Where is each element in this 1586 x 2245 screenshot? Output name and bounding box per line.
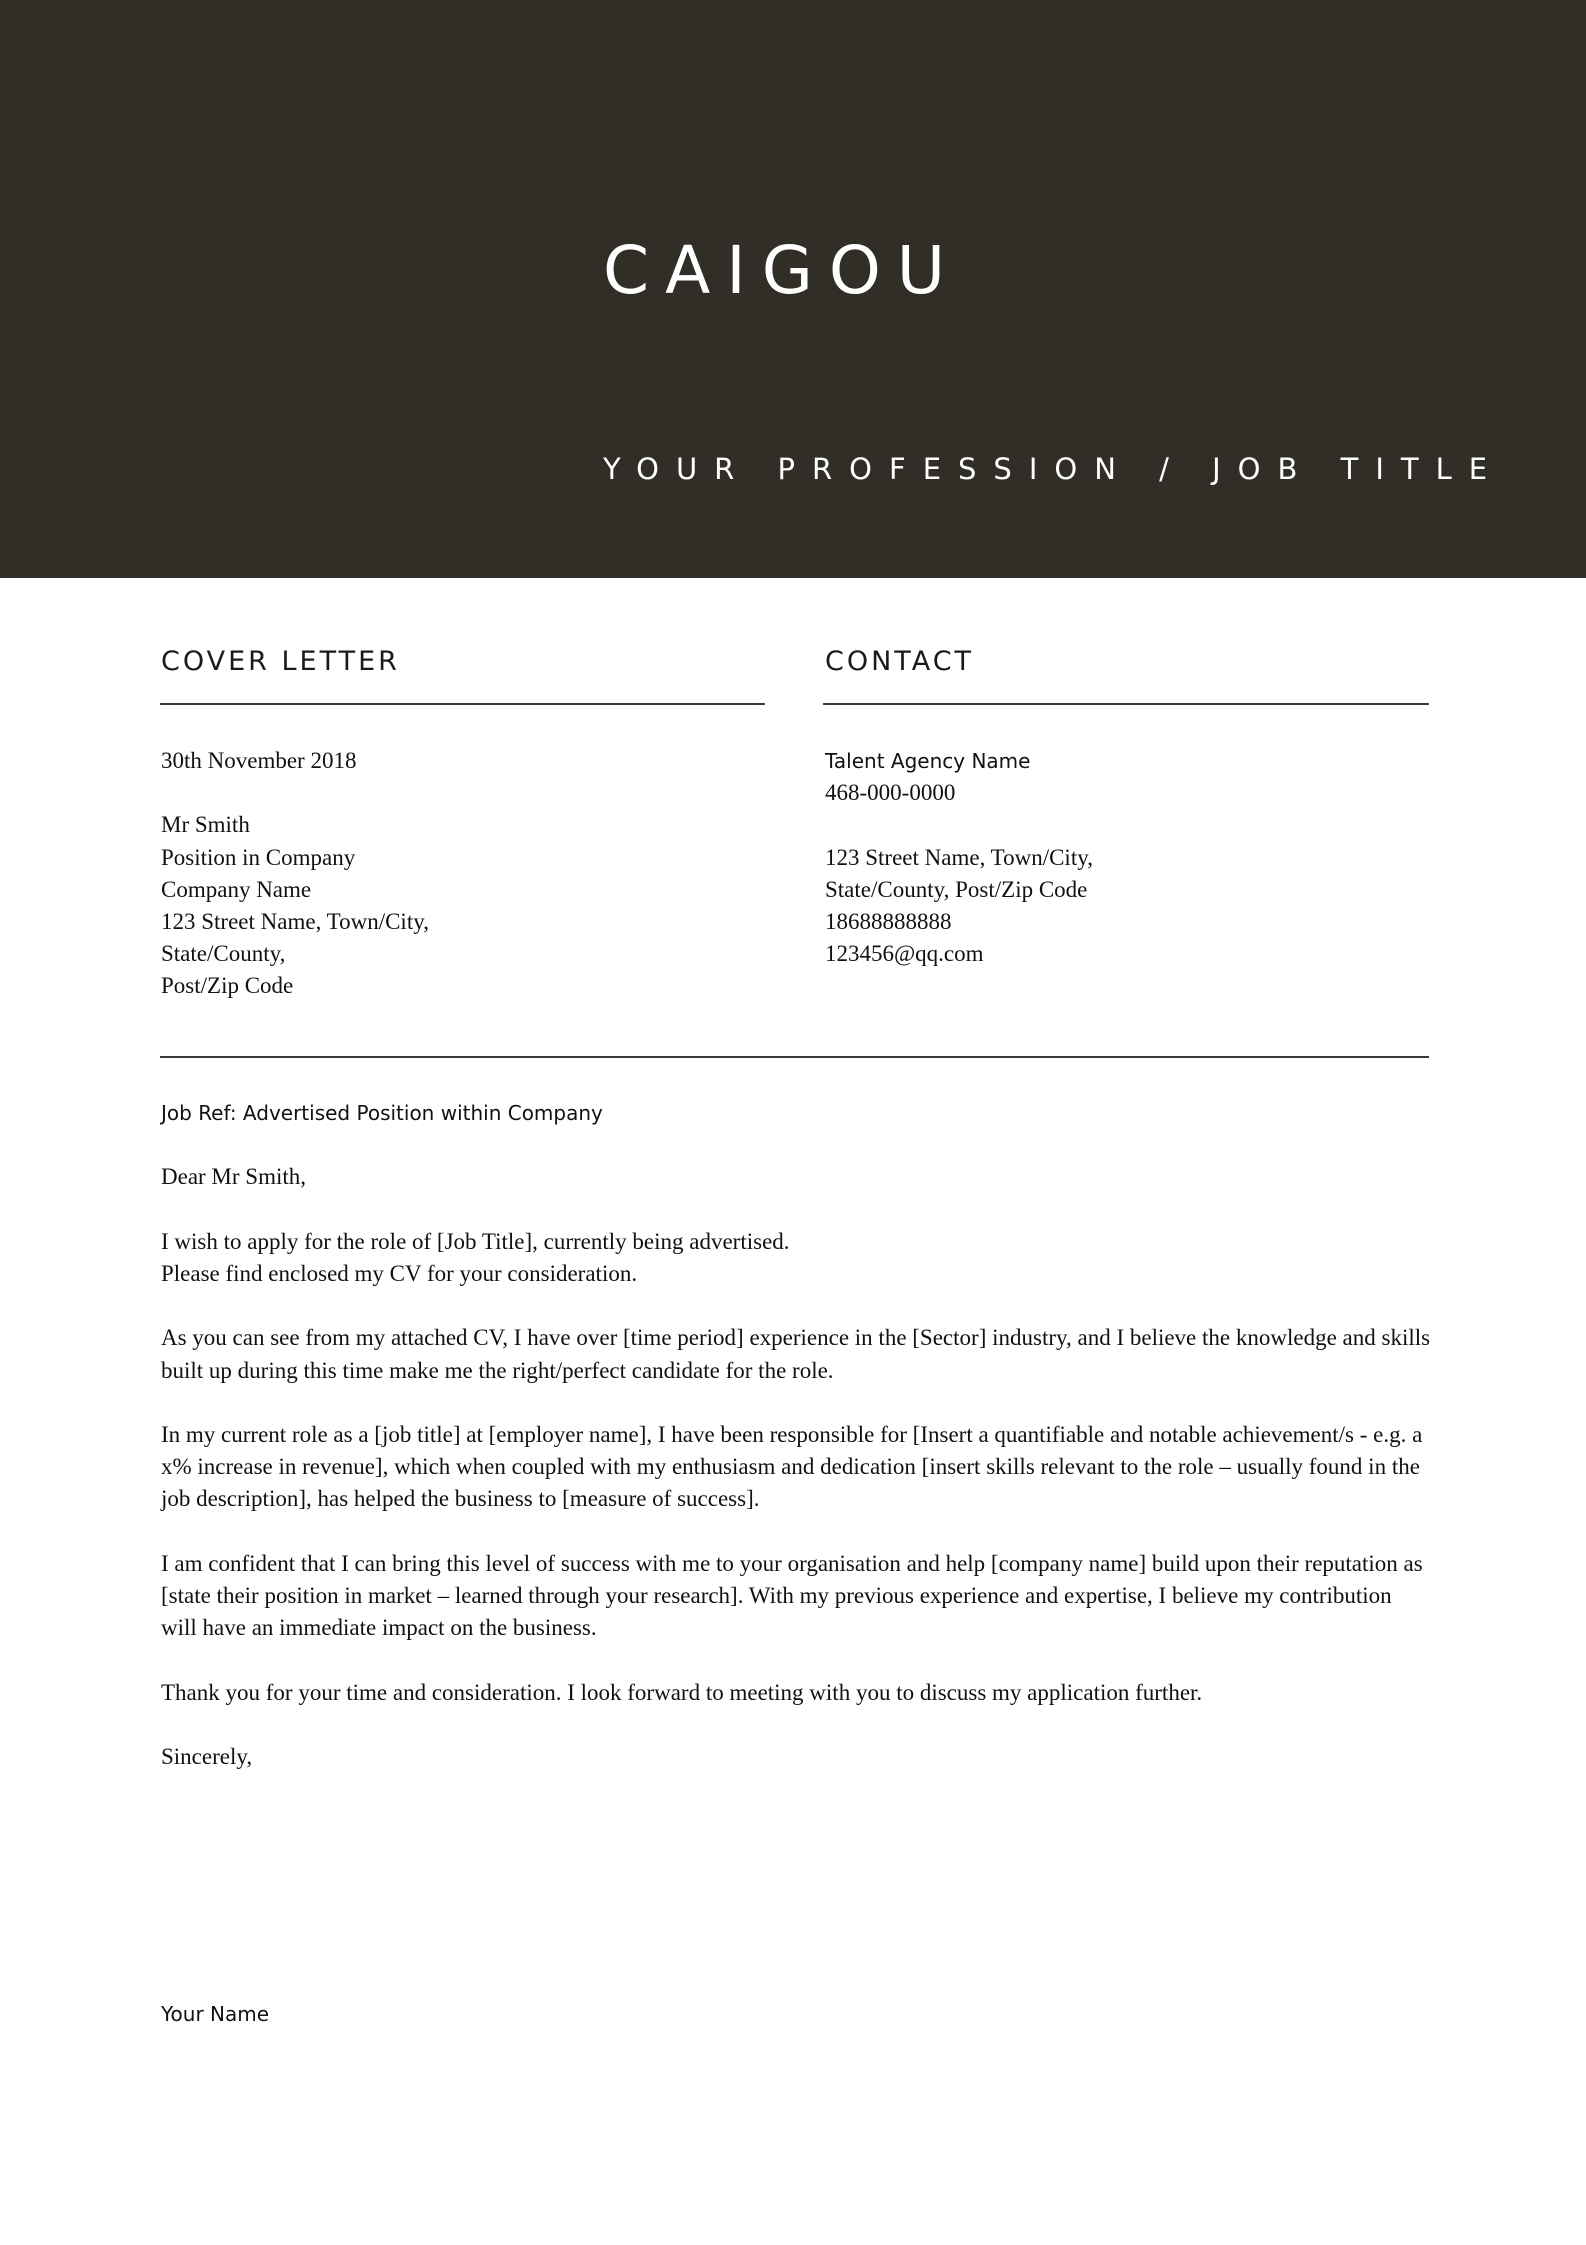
recipient-street: 123 Street Name, Town/City, [161,909,429,934]
recipient-position: Position in Company [161,844,356,870]
letter-body [161,1097,1431,1805]
recipient-block [161,745,429,1003]
header-band [0,0,1586,578]
recipient-name: Mr Smith [161,812,250,838]
cover-letter-heading: COVER LETTER [161,646,400,677]
letter-divider [160,1056,1429,1058]
recipient-postcode: Post/Zip Code [161,973,294,999]
paragraph-experience: As you can see from my attached CV, I have over [time period] experience in the [Sector] industry, and I believe the knowledge and skills built up during this time make me the right/perfect candidate for the role. [161,1325,1431,1383]
paragraph-intro-line2: Please find enclosed my CV for your consideration. [161,1260,638,1286]
spacer [161,777,429,809]
paragraph-intro [161,1226,1431,1290]
contact-heading: CONTACT [825,646,975,677]
profession-title: YOUR PROFESSION / JOB TITLE [603,452,1505,486]
paragraph-thanks: Thank you for your time and consideration. I look forward to meeting with you to discuss my application further. [161,1679,1203,1705]
paragraph-current-role: In my current role as a [job title] at [employer name], I have been responsible for [Insert a quantifiable and notable achievement/s - e.g. a x% increase in revenue], which when coupled with my enthusiasm and dedication [insert skills relevant to the role – usually found in the job description], has helped the business to [measure of success]. [161,1421,1423,1512]
recipient-company: Company Name [161,876,312,902]
letter-date: 30th November 2018 [161,748,357,773]
salutation: Dear Mr Smith, [161,1164,307,1190]
contact-phone: 18688888888 [825,909,952,934]
closing: Sincerely, [161,1743,253,1769]
signature-name: Your Name [161,2002,270,2026]
contact-block [825,745,1093,970]
cover-letter-divider [160,703,765,705]
job-ref: Job Ref: Advertised Position within Company [161,1101,603,1125]
contact-email: 123456@qq.com [825,941,984,967]
paragraph-confidence: I am confident that I can bring this level of success with me to your organisation and help [company name] build upon their reputation as [state their position in market – learned through your research]. With my previous experience and expertise, I believe my contribution will have an immediate impact on the business. [161,1550,1423,1641]
paragraph-intro-line1: I wish to apply for the role of [Job Title], currently being advertised. [161,1228,790,1254]
spacer [825,809,1093,841]
applicant-name: CAIGOU [603,232,962,309]
agency-name: Talent Agency Name [825,749,1031,773]
agency-phone: 468-000-0000 [825,780,956,806]
contact-address-line2: State/County, Post/Zip Code [825,876,1088,902]
contact-divider [823,703,1429,705]
contact-address-line1: 123 Street Name, Town/City, [825,844,1093,870]
recipient-state: State/County, [161,941,286,967]
